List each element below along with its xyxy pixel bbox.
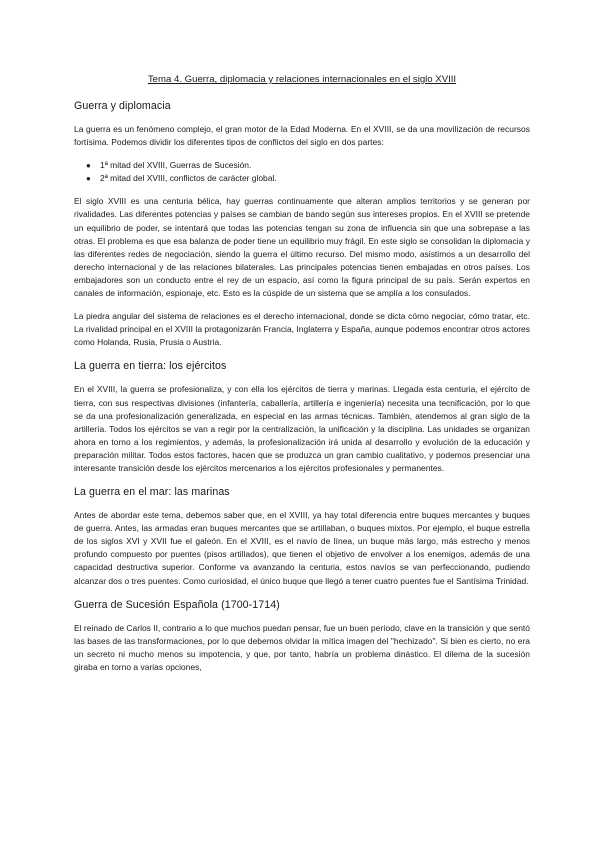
bullet-icon: ● (86, 174, 91, 184)
paragraph: La piedra angular del sistema de relaciones es el derecho internacional, donde se dicta cómo negociar, cómo tratar, etc. La rivalidad principal en el XVIII la protagonizarán Francia, Inglaterra y España, aunque podemos encontrar otros actores como Holanda, Rusia, Prusia o Austria. (74, 311, 530, 348)
section-heading-guerra-en-tierra: La guerra en tierra: los ejércitos (74, 360, 227, 373)
list-item: ● 2ª mitad del XVIII, conflictos de carácter global. (100, 172, 530, 185)
bullet-list (74, 159, 530, 185)
paragraph: En el XVIII, la guerra se profesionaliza, y con ella los ejércitos de tierra y marinas. Llegada esta centuria, el ejército de tierra, con sus respectivas divisiones (infantería, caballería, artillería e ingeniería) necesita una tecnificación, por lo que se da una profesionalización generalizada, en especial en las armas técnicas. También, atendemos al gran siglo de la artillería. Todos los ejércitos se van a regir por la centralización, la unificación y la disciplina. Las unidades se organizan ahora en torno a los regimientos, y además, la profesionalización irá unida al desarrollo y evolución de la educación y preparación militar. Todos estos factores, hacen que se produzca un gran cambio cualitativo, y podemos presenciar una interesante transición desde los ejércitos mercenarios a los ejércitos profesionales y permanentes. (74, 384, 530, 473)
section-heading-guerra-en-el-mar: La guerra en el mar: las marinas (74, 486, 230, 499)
paragraph: La guerra es un fenómeno complejo, el gran motor de la Edad Moderna. En el XVIII, se da una movilización de recursos fortísima. Podemos dividir los diferentes tipos de conflictos del siglo en dos partes: (74, 124, 530, 148)
document-page (74, 73, 530, 684)
paragraph: El reinado de Carlos II, contrario a lo que muchos puedan pensar, fue un buen período, clave en la transición y que sentó las bases de las transformaciones, por lo que debemos olvidar la mítica imagen del "hechizado". Si bien es cierto, no era un secreto ni mucho menos su impotencia, y que, por tanto, habría un problema dinástico. El dilema de la sucesión giraba en torno a varias opciones, (74, 622, 530, 672)
section-heading-guerra-y-diplomacia: Guerra y diplomacia (74, 100, 171, 112)
paragraph: Antes de abordar este tema, debemos saber que, en el XVIII, ya hay total diferencia entre buques mercantes y buques de guerra. Antes, las armadas eran buques mercantes que se artillaban, o buques mixtos. Por ejemplo, el buque estrella de los siglos XVI y XVII fue el galeón. En el XVIII, es el navío de línea, un buque más largo, más estrecho y menos profundo compuesto por puentes (pisos artillados), que tienen el objetivo de envolver a los enemigos, además de una capacidad destructiva superior. Conforme va avanzando la centuria, estos navíos se van perfeccionando, pudiendo alcanzar dos o tres puentes. Como curiosidad, el único buque que llegó a tener cuatro puentes fue el Santísima Trinidad. (74, 510, 530, 586)
document-title: Tema 4. Guerra, diplomacia y relaciones internacionales en el siglo XVIII (147, 74, 457, 85)
section-heading-guerra-de-sucesion: Guerra de Sucesión Española (1700-1714) (74, 598, 280, 611)
paragraph: El siglo XVIII es una centuria bélica, hay guerras continuamente que alteran amplios territorios y se generan por rivalidades. Las diferentes potencias y países se cambian de bando según sus intereses propios. En el XVIII se pretende un equilibrio de poder, se intentará que todas las potencias tengan su zona de influencia sin que una sobrepase a las otras. El problema es que esa balanza de poder tiene un equilibrio muy frágil. En este siglo se consolidan la diplomacia y las diferentes redes de negociación, siendo la guerra el último recurso. Del mismo modo, asistimos a un desarrollo del derecho internacional y de las relaciones bilaterales. Las principales potencias tienen embajadas en otros países. Los embajadores son un conducto entre el rey de un espacio, así como la figura principal de su país. Serán expertos en canales de información, espionaje, etc. Esto es la cúspide de un sistema que se amplía a los consulados. (74, 196, 530, 299)
list-item: ● 1ª mitad del XVIII, Guerras de Sucesión. (100, 159, 530, 172)
bullet-icon: ● (86, 161, 91, 171)
